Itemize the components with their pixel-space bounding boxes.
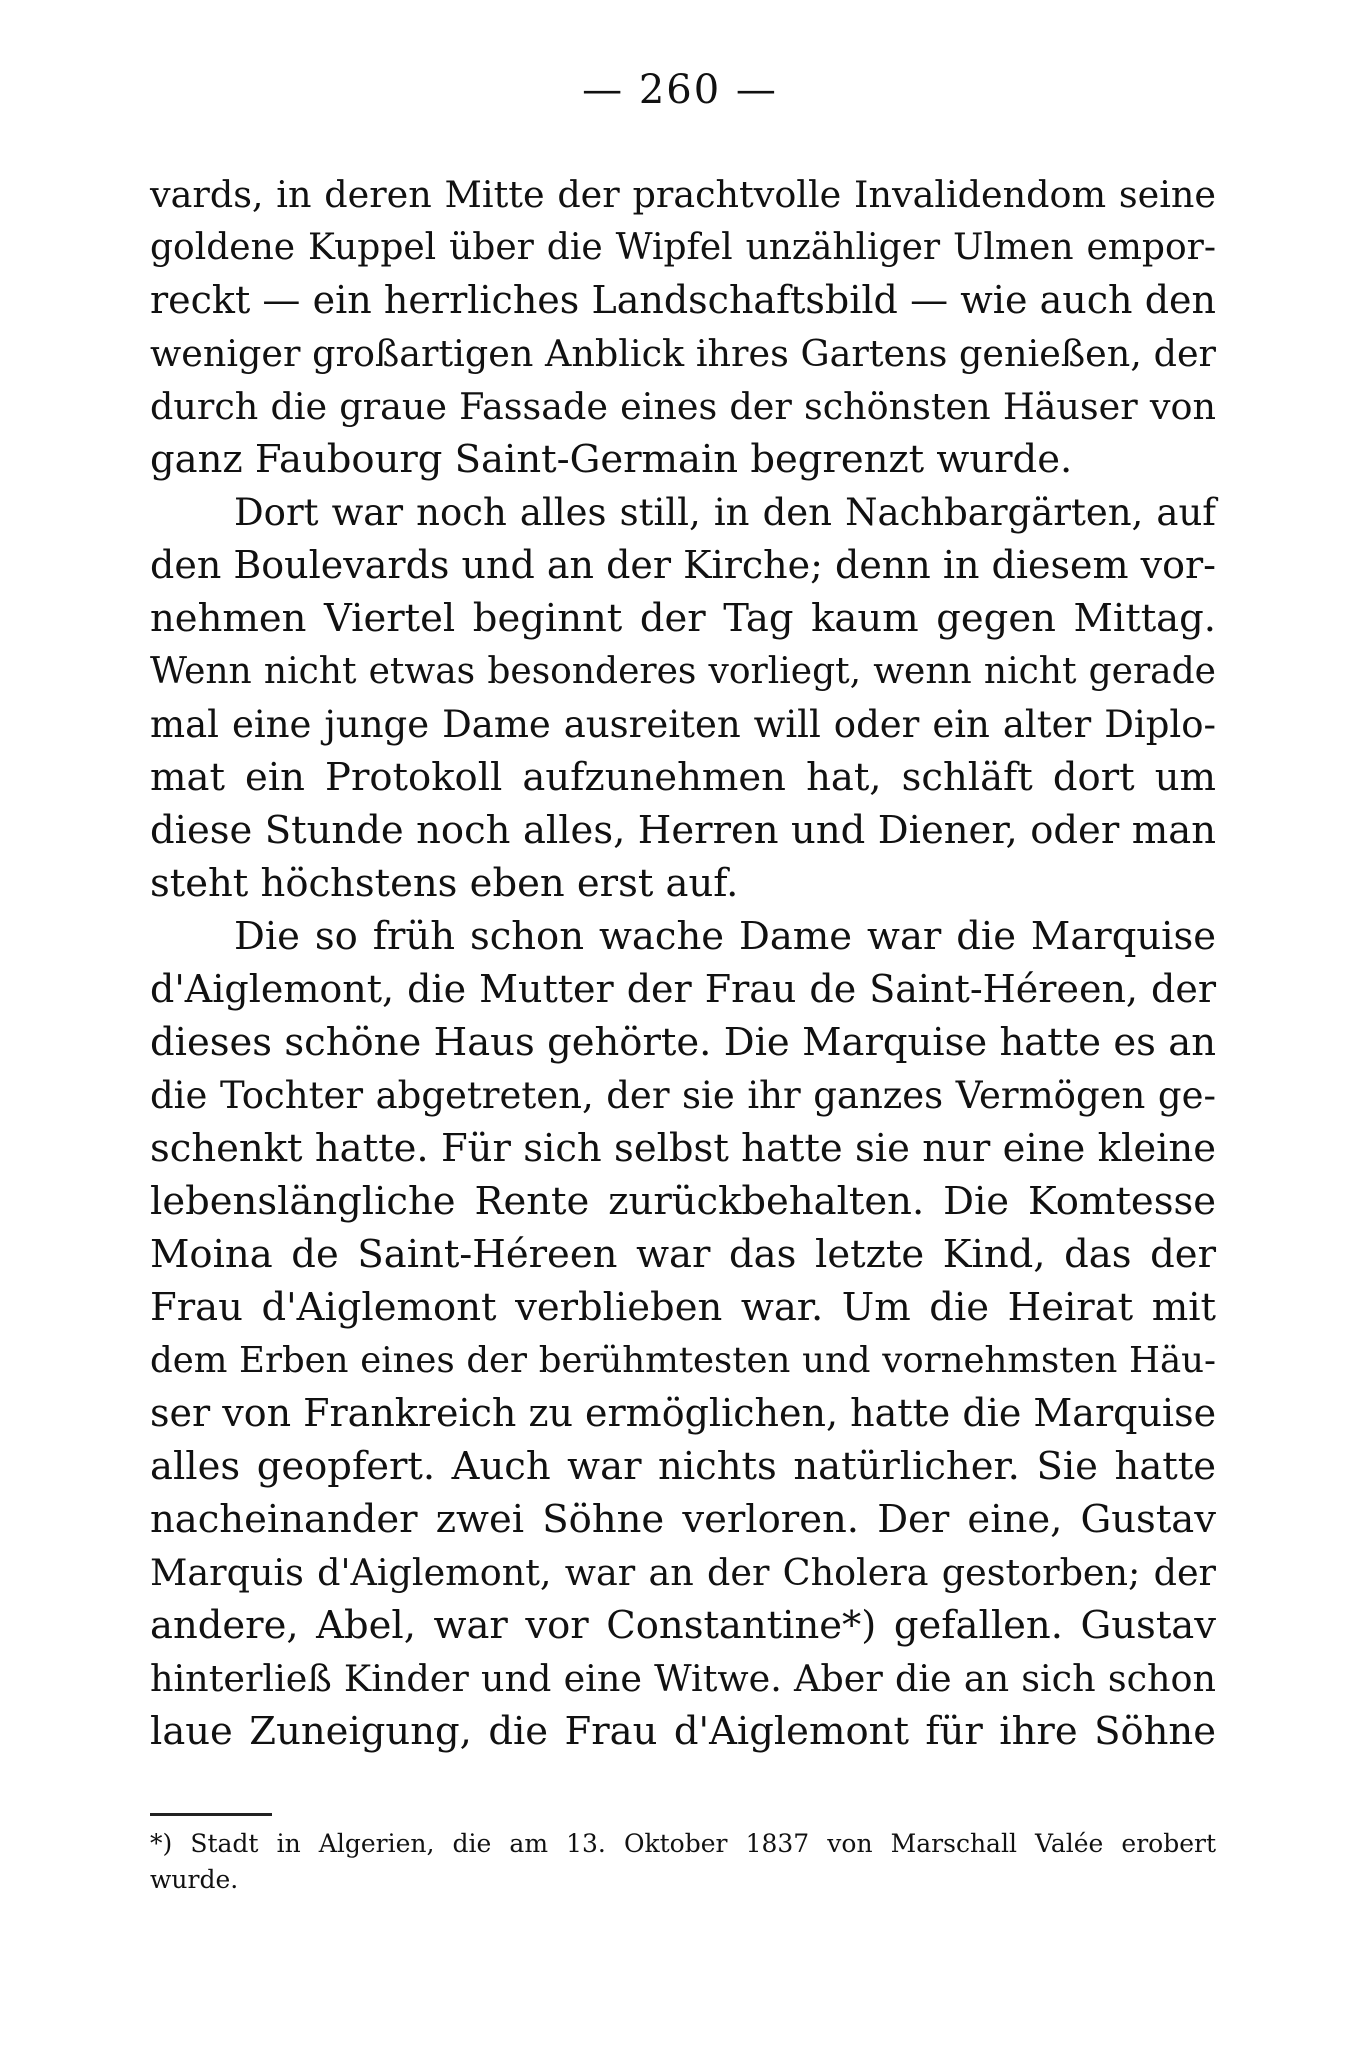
page-number: — 260 — [582,67,778,113]
text-line: diese Stunde noch alles, Herren und Diener, oder man [150,808,1216,853]
text-line: nacheinander zwei Söhne verloren. Der eine, Gustav [150,1497,1216,1542]
text-line: Dort war noch alles still, in den Nachbargärten, auf [234,491,1216,534]
text-line: ser von Frankreich zu ermöglichen, hatte die Marquise [150,1391,1217,1435]
text-line: weniger großartigen Anblick ihres Gartens genießen, der [150,332,1216,375]
text-line: schenkt hatte. Für sich selbst hatte sie nur eine kleine [150,1126,1216,1171]
text-line: mat ein Protokoll aufzunehmen hat, schläft dort um [150,755,1216,800]
text-line: reckt — ein herrliches Landschaftsbild — wie auch den [150,278,1216,322]
text-line: andere, Abel, war vor Constantine*) gefallen. Gustav [150,1603,1216,1648]
text-line: Frau d'Aiglemont verblieben war. Um die Heirat mit [150,1285,1216,1330]
text-line: goldene Kuppel über die Wipfel unzähliger Ulmen empor- [150,227,1216,268]
text-line: lebenslängliche Rente zurückbehalten. Die Komtesse [150,1179,1216,1224]
text-line: den Boulevards und an der Kirche; denn in diesem vor- [150,543,1216,587]
text-line: Moina de Saint-Héreen war das letzte Kind, das der [150,1232,1216,1277]
text-line: steht höchstens eben erst auf. [150,861,739,906]
footnote-line: *) Stadt in Algerien, die am 13. Oktober 1837 von Marschall Valée erobert [150,1829,1216,1858]
text-line: dem Erben eines der berühmtesten und vornehmsten Häu- [150,1340,1216,1381]
text-line: Wenn nicht etwas besonderes vorliegt, wenn nicht gerade [150,651,1216,692]
text-line: d'Aiglemont, die Mutter der Frau de Saint-Héreen, der [150,967,1216,1011]
text-line: die Tochter abgetreten, der sie ihr ganzes Vermögen ge- [150,1074,1216,1117]
footnote [150,1826,1216,1898]
text-line: dieses schöne Haus gehörte. Die Marquise hatte es an [150,1020,1216,1065]
footnote-line: wurde. [150,1865,239,1894]
text-line: alles geopfert. Auch war nichts natürlicher. Sie hatte [150,1444,1216,1489]
text-line: ganz Faubourg Saint-Germain begrenzt wurde. [150,437,1073,482]
body-text [150,168,1216,1758]
text-line: laue Zuneigung, die Frau d'Aiglemont für ihre Söhne [150,1709,1216,1754]
text-line: Marquis d'Aiglemont, war an der Cholera gestorben; der [150,1551,1216,1594]
footnote-divider [150,1813,272,1816]
text-line: nehmen Viertel beginnt der Tag kaum gegen Mittag. [150,596,1216,641]
text-line: hinterließ Kinder und eine Witwe. Aber die an sich schon [150,1657,1216,1700]
text-line: Die so früh schon wache Dame war die Marquise [234,914,1216,959]
text-line: mal eine junge Dame ausreiten will oder ein alter Diplo- [150,703,1216,746]
text-line: durch die graue Fassade eines der schönsten Häuser von [150,385,1216,428]
text-line: vards, in deren Mitte der prachtvolle Invalidendom seine [150,173,1216,216]
